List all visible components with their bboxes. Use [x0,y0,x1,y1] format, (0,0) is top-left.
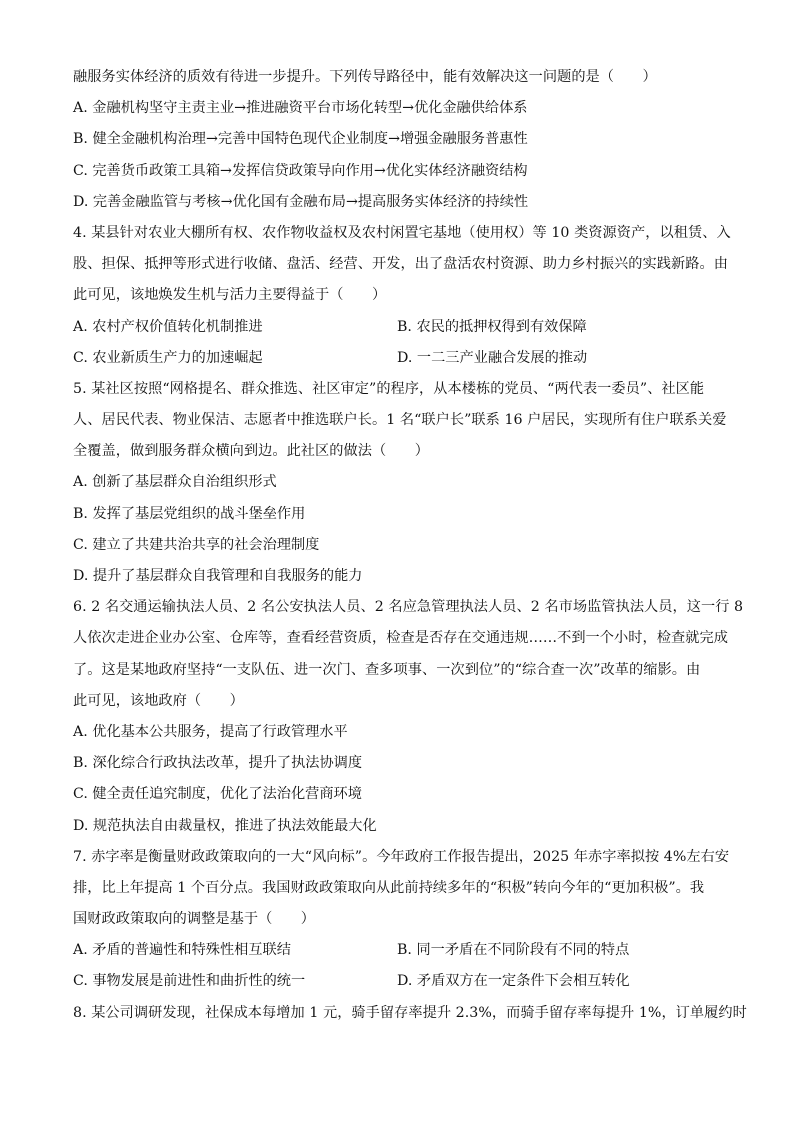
question-6-stem-line: 人依次走进企业办公室、仓库等，查看经营资质，检查是否存在交通违规……不到一个小时，检查就完成 [73,630,728,647]
question-4-option-d: D. 一二三产业融合发展的推动 [397,349,588,366]
question-5 [73,374,727,592]
question-6-stem-line: 此可见，该地政府（ ） [73,692,244,709]
question-7-option-c: C. 事物发展是前进性和曲折性的统一 [73,973,306,990]
question-5-option-b: B. 发挥了基层党组织的战斗堡垒作用 [73,505,306,522]
question-4-option-a: A. 农村产权价值转化机制推进 [73,318,263,335]
question-3 [73,62,723,218]
question-5-option-c: C. 建立了共建共治共享的社会治理制度 [73,536,320,553]
question-5-option-a: A. 创新了基层群众自治组织形式 [73,474,277,491]
question-6-option-a: A. 优化基本公共服务，提高了行政管理水平 [73,723,348,740]
question-7 [73,842,730,998]
question-3-option-b: B. 健全金融机构治理→完善中国特色现代企业制度→增强金融服务普惠性 [73,131,528,148]
question-5-stem-line: 人、居民代表、物业保洁、志愿者中推选联户长。1 名“联户长”联系 16 户居民，实现所有住户联系关爱 [73,412,727,429]
question-6-stem-line: 了。这是某地政府坚持“一支队伍、进一次门、查多项事、一次到位”的“综合查一次”改革的缩影。由 [73,661,701,678]
question-7-stem-line: 排，比上年提高 1 个百分点。我国财政政策取向从此前持续多年的“积极”转向今年的“更加积极”。我 [73,879,705,896]
question-7-stem-line: 7. 赤字率是衡量财政政策取向的一大“风向标”。今年政府工作报告提出，2025 年赤字率拟按 4%左右安 [73,848,730,865]
question-3-stem: 融服务实体经济的质效有待进一步提升。下列传导路径中，能有效解决这一问题的是（ ） [73,69,657,85]
question-6-stem-line: 6. 2 名交通运输执法人员、2 名公安执法人员、2 名应急管理执法人员、2 名市场监管执法人员，这一行 8 [73,599,744,616]
question-7-option-d: D. 矛盾双方在一定条件下会相互转化 [397,973,630,990]
exam-page [73,62,747,1029]
question-5-stem-line: 全覆盖，做到服务群众横向到边。此社区的做法（ ） [73,443,429,460]
question-4 [73,218,731,374]
question-3-option-d: D. 完善金融监管与考核→优化国有金融布局→提高服务实体经济的持续性 [73,193,529,210]
question-4-stem-line: 4. 某县针对农业大棚所有权、农作物收益权及农村闲置宅基地（使用权）等 10 类资源资产，以租赁、入 [73,224,731,241]
question-6-option-d: D. 规范执法自由裁量权，推进了执法效能最大化 [73,817,377,834]
question-7-stem-line: 国财政政策取向的调整是基于（ ） [73,911,316,928]
question-6 [73,592,744,842]
question-4-option-c: C. 农业新质生产力的加速崛起 [73,349,263,366]
question-5-option-d: D. 提升了基层群众自我管理和自我服务的能力 [73,568,363,584]
question-7-option-a: A. 矛盾的普遍性和特殊性相互联结 [73,942,291,959]
question-5-stem-line: 5. 某社区按照“网格提名、群众推选、社区审定”的程序，从本楼栋的党员、“两代表一委员”、社区能 [73,380,705,397]
question-4-option-b: B. 农民的抵押权得到有效保障 [397,318,587,335]
question-6-option-c: C. 健全责任追究制度，优化了法治化营商环境 [73,786,362,803]
question-3-option-c: C. 完善货币政策工具箱→发挥信贷政策导向作用→优化实体经济融资结构 [73,162,528,179]
question-4-stem-line: 此可见，该地焕发生机与活力主要得益于（ ） [73,287,387,304]
question-6-option-b: B. 深化综合行政执法改革，提升了执法协调度 [73,755,363,772]
question-8 [73,998,747,1029]
question-8-stem-line: 8. 某公司调研发现，社保成本每增加 1 元，骑手留存率提升 2.3%，而骑手留存率每提升 1%，订单履约时 [73,1004,747,1021]
question-7-option-b: B. 同一矛盾在不同阶段有不同的特点 [397,942,630,959]
question-4-stem-line: 股、担保、抵押等形式进行收储、盘活、经营、开发，出了盘活农村资源、助力乡村振兴的实践新路。由 [73,256,728,273]
question-3-option-a: A. 金融机构坚守主责主业→推进融资平台市场化转型→优化金融供给体系 [73,100,528,117]
